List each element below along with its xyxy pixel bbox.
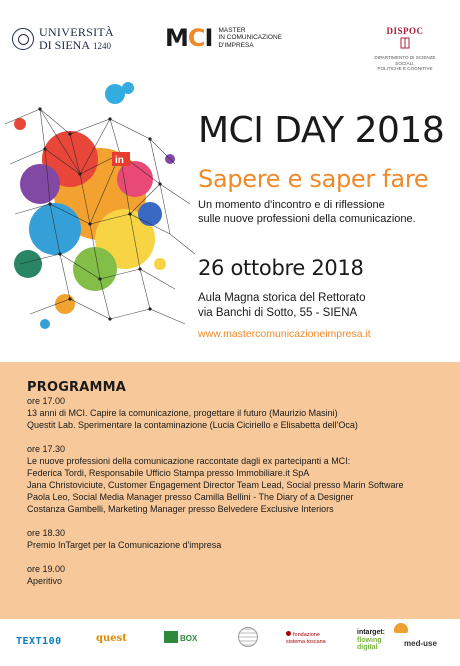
dispoc-icon <box>392 37 418 49</box>
slot-time: ore 18.30 <box>27 528 66 538</box>
mci-logo <box>165 24 282 52</box>
slot-line: Federica Tordi, Responsabile Ufficio Stampa presso Immobiliare.it SpA <box>27 468 310 478</box>
dispoc-logo <box>366 26 444 72</box>
slot-time: ore 19.00 <box>27 564 66 574</box>
university-year: 1240 <box>93 40 111 51</box>
event-date: 26 ottobre 2018 <box>198 256 364 280</box>
quest-logo: quest <box>96 633 127 644</box>
box-icon <box>164 631 178 643</box>
website-link[interactable]: www.mastercomunicazioneimpresa.it <box>198 328 371 340</box>
university-logo <box>12 26 114 51</box>
programme-slot <box>27 563 447 587</box>
programme-slot <box>27 443 447 515</box>
programme-slot <box>27 395 447 431</box>
mci-mark: MCI <box>165 24 213 52</box>
programme-section <box>0 362 460 619</box>
university-city: DI SIENA <box>39 37 90 52</box>
event-tagline: Un momento d'incontro e di riflessione sulle nuove professioni della comunicazione. <box>198 199 416 225</box>
dispoc-subtitle: DIPARTIMENTO DI SCIENZE SOCIALI, POLITICHE E COGNITIVE <box>374 55 436 71</box>
mci-subtitle: MASTER IN COMUNICAZIONE D'IMPRESA <box>218 26 283 49</box>
splash-badge: in <box>115 155 124 166</box>
slot-line: 13 anni di MCI. Capire la comunicazione, progettare il futuro (Maurizio Masini) <box>27 408 338 418</box>
zerobox-logo: BOX <box>164 631 197 643</box>
meduse-logo: med-use <box>404 639 437 648</box>
intarget-logo: intarget: flowing digital <box>357 629 385 651</box>
fondazione-dot-icon <box>286 631 291 636</box>
event-title: MCI DAY 2018 <box>198 110 445 151</box>
programme-title: PROGRAMMA <box>27 380 127 395</box>
paint-splash-illustration <box>0 64 200 360</box>
dispoc-name: DISPOC <box>386 26 424 36</box>
slot-line: Aperitivo <box>27 576 63 586</box>
slot-time: ore 17.00 <box>27 396 66 406</box>
slot-line: Premio InTarget per la Comunicazione d'impresa <box>27 540 222 550</box>
fondazione-logo: fondazione sistema toscana <box>286 632 326 645</box>
university-name: UNIVERSITÀ <box>39 25 114 39</box>
globe-icon <box>238 627 258 647</box>
slot-line: Le nuove professioni della comunicazione raccontate dagli ex partecipanti a MCI: <box>27 456 351 466</box>
slot-line: Costanza Gambelli, Marketing Manager presso Belvedere Exclusive Interiors <box>27 504 334 514</box>
text100-logo: TEXT100 <box>16 636 62 647</box>
university-seal-icon <box>12 28 34 50</box>
slot-line: Jana Christoviciute, Customer Engagement Director Team Lead, Social presso Marin Software <box>27 480 404 490</box>
jellyfish-icon <box>394 623 408 633</box>
programme-slot <box>27 527 447 551</box>
event-subtitle: Sapere e saper fare <box>198 165 429 193</box>
event-venue: Aula Magna storica del Rettorato via Banchi di Sotto, 55 - SIENA <box>198 292 366 319</box>
header <box>0 0 460 71</box>
slot-time: ore 17.30 <box>27 444 66 454</box>
slot-line: Questit Lab. Sperimentare la contaminazione (Lucia Ciciriello e Elisabetta dell'Oca) <box>27 420 358 430</box>
slot-line: Paola Leo, Social Media Manager presso Camilla Bellini - The Diary of a Designer <box>27 492 354 502</box>
sponsor-bar <box>0 619 460 666</box>
